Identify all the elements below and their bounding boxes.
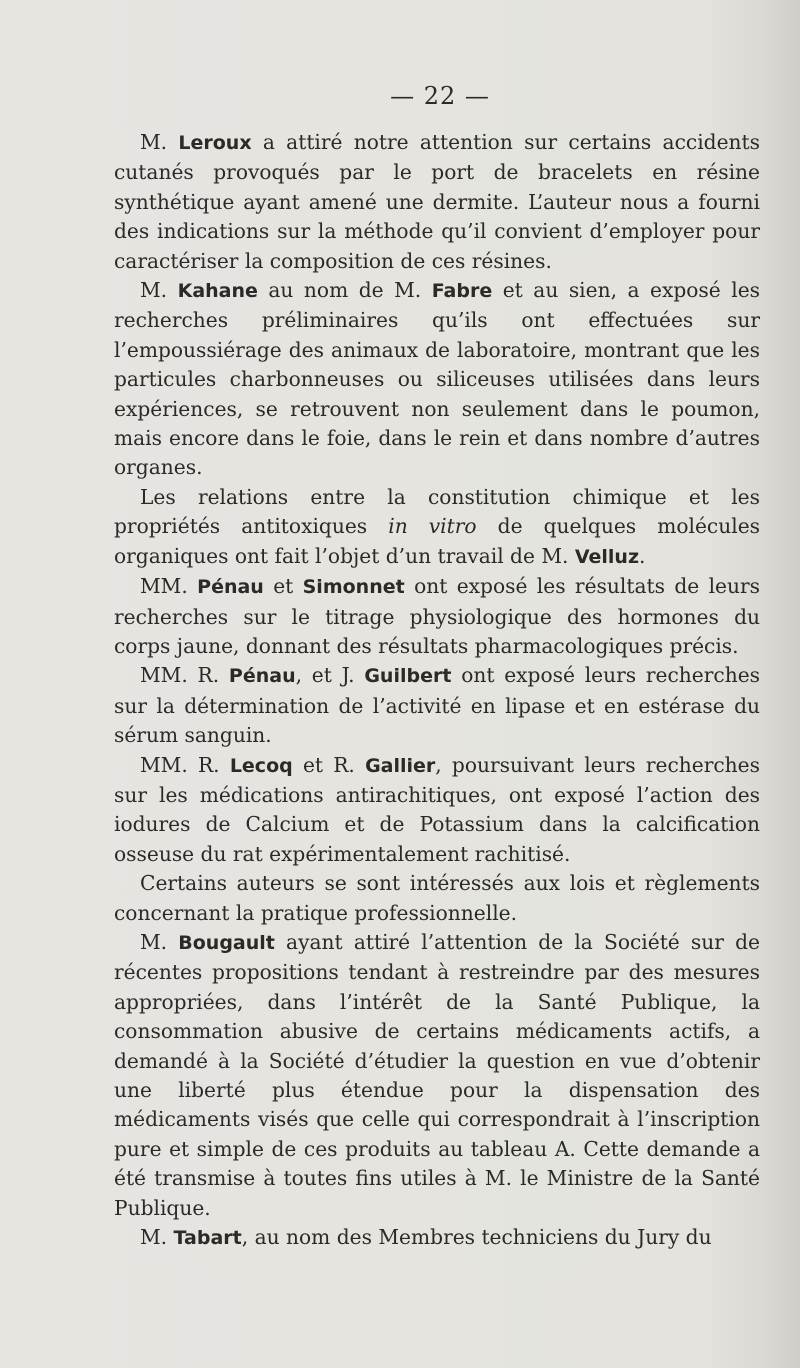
author-name: Simonnet [302,576,405,599]
author-name: Pénau [228,665,296,688]
paragraph [114,483,760,572]
author-name: Bougault [178,931,275,954]
paragraph [114,572,760,661]
text-run: et [263,574,303,599]
text-run: MM. R. [140,752,230,777]
body-text [114,128,760,1253]
text-run: M. [140,278,178,303]
text-run: et au sien, a exposé les recherches préliminaires qu’ils ont effectuées sur l’empoussiérage des animaux de laboratoire, montrant que les particules charbonneuses ou siliceuses utilisées dans leurs expériences, se retrouvent non seulement dans le poumon, mais encore dans le foie, dans le rein et dans nombre d’autres organes. [114,278,760,480]
text-run: de quelques molécules organiques ont fait l’objet d’un travail de M. [114,514,761,568]
text-run: M. [140,929,179,954]
text-run: MM. R. [140,663,229,688]
text-run: Les relations entre la constitution chimique et les propriétés antitoxiques [114,484,760,539]
paragraph [114,869,760,928]
text-run: MM. [140,574,198,599]
paragraph [114,1223,760,1253]
text-run: . [639,543,646,568]
author-name: Leroux [178,132,252,154]
paragraph [114,928,760,1223]
paragraph [114,276,760,483]
text-run: ont exposé leurs recherches sur la détermination de l’activité en lipase et en estérase du sérum sanguin. [114,663,761,748]
text-run: Certains auteurs se sont intéressés aux lois et règlements concernant la pratique professionnelle. [114,871,760,925]
text-run: , poursuivant leurs recherches sur les médications antirachitiques, ont exposé l’action des iodures de Calcium et de Potassium dans la calcification osseuse du rat expérimentalement rachitisé. [114,752,760,866]
paragraph [114,128,760,276]
author-name: Pénau [197,576,264,599]
text-run: et R. [292,752,366,777]
author-name: Tabart [173,1227,242,1250]
text-run: M. [140,130,179,154]
text-run: , et J. [295,663,365,688]
author-name: Gallier [365,754,436,777]
text-run: au nom de M. [257,278,432,303]
author-name: Velluz [574,545,640,568]
text-run: ont exposé les résultats de leurs recherches sur le titrage physiologique des hormones du corps jaune, donnant des résultats pharmacologiques précis. [114,574,760,658]
text-run: a attiré notre attention sur certains accidents cutanés provoqués par le port de bracelets en résine synthétique ayant amené une dermite. L’auteur nous a fourni des indications sur la méthode qu’il convient d’employer pour caractériser la composition de ces résines. [114,130,760,273]
author-name: Lecoq [229,754,293,777]
page-number: — 22 — [390,82,490,110]
paragraph [114,661,760,750]
text-run: ayant attiré l’attention de la Société sur de récentes propositions tendant à restreindre par des mesures appropriées, dans l’intérêt de la Santé Publique, la consommation abusive de certains médicaments actifs, a demandé à la Société d’étudier la question en vue d’obtenir une liberté plus étendue pour la dispensation des médicaments visés que celle qui correspondrait à l’inscription pure et simple de ces produits au tableau A. Cette demande a été transmise à toutes fins utiles à M. le Ministre de la Santé Publique. [114,929,760,1220]
text-run: , au nom des Membres techniciens du Jury du [241,1225,712,1250]
author-name: Kahane [177,280,258,303]
author-name: Fabre [431,280,493,303]
author-name: Guilbert [364,665,452,688]
paragraph [114,751,760,870]
text-run: M. [140,1225,174,1250]
italic-term: in vitro [388,514,477,539]
